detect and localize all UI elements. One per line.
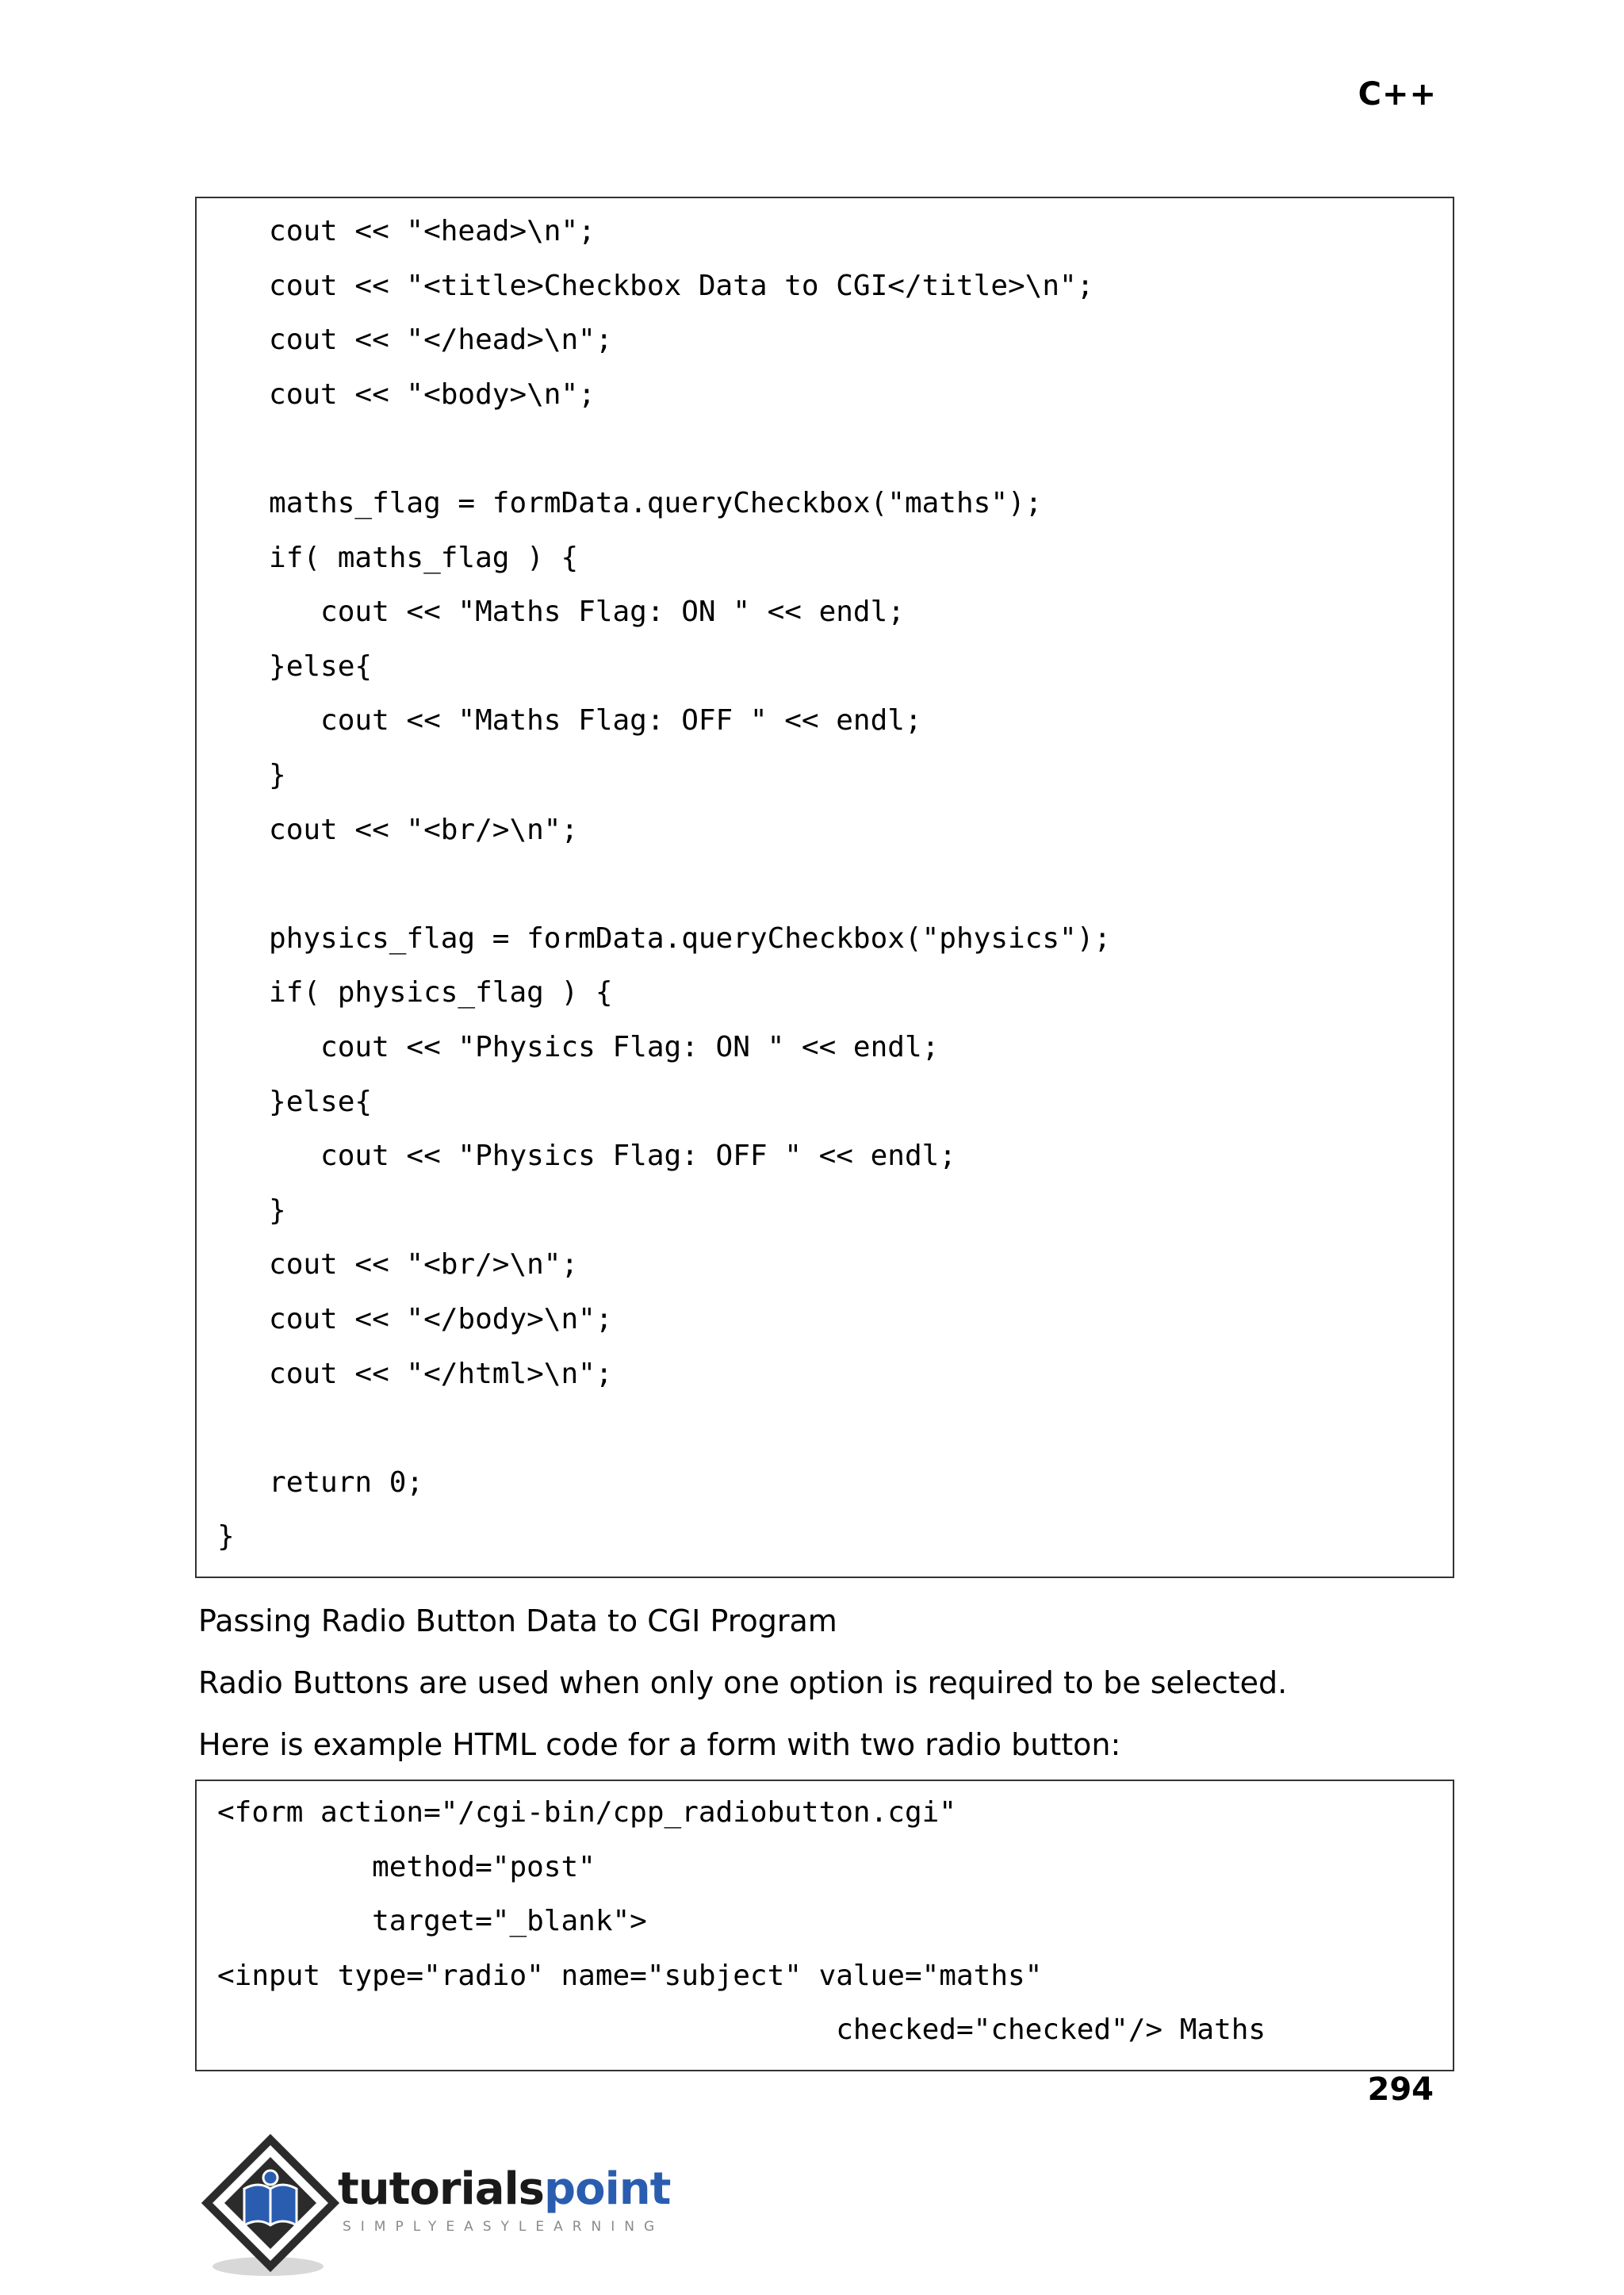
code1-line: cout << "</head>\n"; (217, 324, 613, 357)
code1-line: } (217, 759, 286, 791)
paragraph-radio-description: Radio Buttons are used when only one option is required to be selected. (198, 1665, 1288, 1700)
code-block-radio-form (195, 1780, 1454, 2071)
logo-text-point: point (544, 2163, 671, 2215)
code1-line: } (217, 1520, 235, 1554)
code1-line: cout << "<title>Checkbox Data to CGI</title>\n"; (217, 269, 1094, 302)
code2-line: target="_blank"> (217, 1905, 647, 1938)
code1-line: cout << "Maths Flag: OFF " << endl; (217, 704, 922, 738)
code1-line: cout << "<body>\n"; (217, 377, 596, 411)
code1-line: cout << "<br/>\n"; (217, 813, 579, 846)
code2-line: method="post" (217, 1850, 596, 1883)
section-heading: Passing Radio Button Data to CGI Program (198, 1603, 837, 1638)
code2-line: <input type="radio" name="subject" value="maths" (217, 1959, 1043, 1992)
paragraph-example-intro: Here is example HTML code for a form with two radio button: (198, 1727, 1121, 1762)
code1-line: if( physics_flag ) { (217, 976, 613, 1010)
code1-line: cout << "<head>\n"; (217, 215, 596, 247)
code2-line: <form action="/cgi-bin/cpp_radiobutton.cgi" (217, 1796, 956, 1829)
logo-text-tutorials: tutorials (338, 2163, 545, 2215)
code1-line: } (217, 1193, 286, 1227)
code1-line: }else{ (217, 649, 373, 683)
logo-mark-icon (195, 2132, 354, 2282)
logo-tagline: SIMPLYEASYLEARNING (343, 2219, 665, 2235)
page-number: 294 (1367, 2071, 1434, 2108)
code1-line: cout << "Physics Flag: OFF " << endl; (217, 1140, 956, 1173)
page-header-title: C++ (1358, 76, 1437, 113)
code1-line: cout << "<br/>\n"; (217, 1248, 579, 1282)
code1-line: if( maths_flag ) { (217, 541, 579, 574)
tutorialspoint-logo (195, 2132, 687, 2282)
code1-line: maths_flag = formData.queryCheckbox("maths"); (217, 487, 1043, 519)
code-block-checkbox (195, 197, 1454, 1578)
code1-line: cout << "</body>\n"; (217, 1303, 613, 1335)
code1-line: }else{ (217, 1085, 373, 1118)
code1-line: physics_flag = formData.queryCheckbox("physics"); (217, 921, 1112, 955)
code1-line: cout << "</html>\n"; (217, 1357, 613, 1390)
code1-line: cout << "Maths Flag: ON " << endl; (217, 596, 905, 629)
code2-line: checked="checked"/> Maths (217, 2013, 1266, 2047)
code1-line: cout << "Physics Flag: ON " << endl; (217, 1031, 940, 1063)
code1-line: return 0; (217, 1466, 424, 1499)
